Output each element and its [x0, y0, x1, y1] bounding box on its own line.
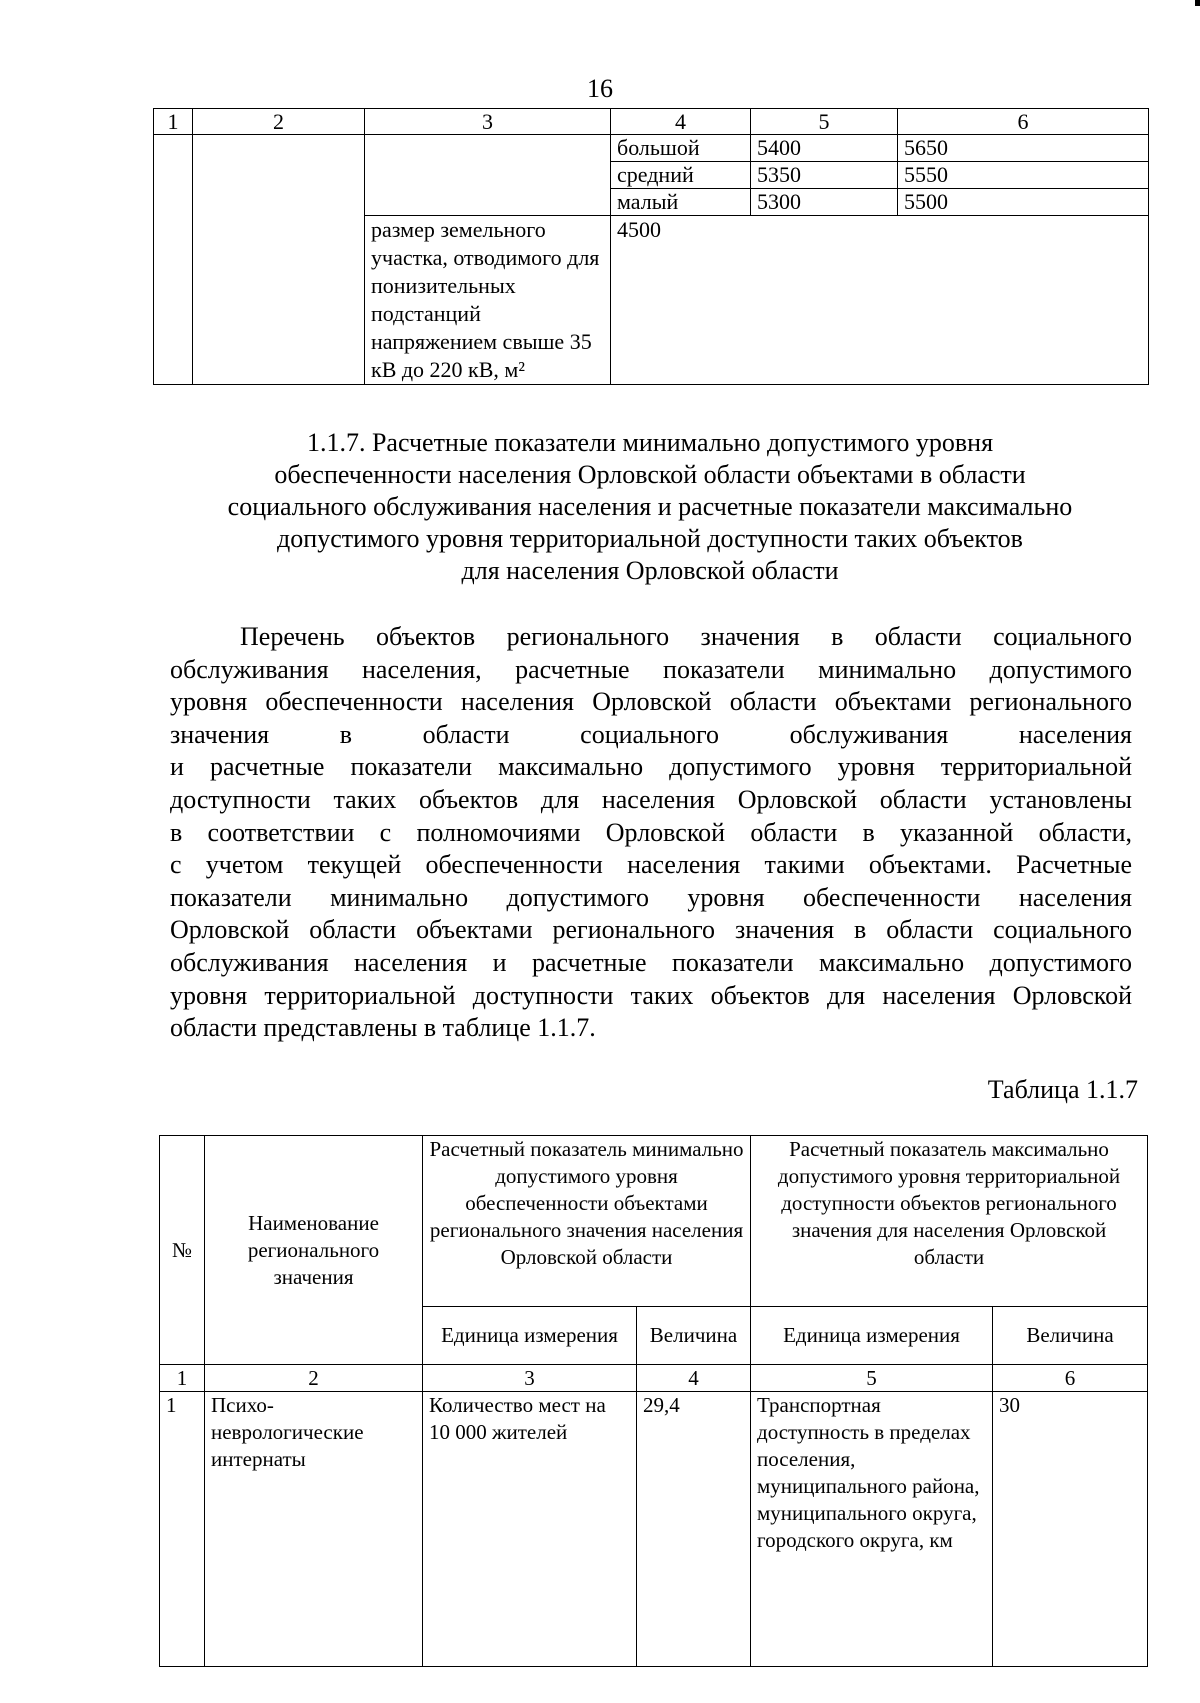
paragraph-line: уровня обеспеченности населения Орловской области объектами регионального — [170, 687, 1132, 717]
paragraph-line: обслуживания населения и расчетные показатели максимально допустимого — [170, 947, 1132, 977]
paragraph-line: и расчетные показатели максимально допустимого уровня территориальной — [170, 752, 1132, 782]
paragraph-line: обслуживания населения, расчетные показатели минимально допустимого — [170, 654, 1132, 684]
paragraph-line: с учетом текущей обеспеченности населения такими объектами. Расчетные — [170, 850, 1132, 880]
col-number: 6 — [993, 1365, 1148, 1392]
section-title — [150, 427, 1150, 587]
header-max-indicator: Расчетный показатель максимально допустимого уровня территориальной доступности объектов регионального значения для населения Орловской области — [751, 1136, 1148, 1307]
land-label-cell: размер земельного участка, отводимого для понизительных подстанций напряжением свыше 35 кВ до 220 кВ, м² — [365, 216, 611, 385]
table-caption: Таблица 1.1.7 — [987, 1075, 1138, 1104]
corner-mark — [1195, 0, 1200, 6]
paragraph-line: в соответствии с полномочиями Орловской области в указанной области, — [170, 817, 1132, 847]
row-number: 1 — [160, 1392, 205, 1667]
empty-cell — [365, 135, 611, 216]
value-cell: 5500 — [898, 189, 1149, 216]
col-header: 2 — [193, 109, 365, 135]
table-row — [154, 135, 1149, 162]
column-number-row — [160, 1365, 1148, 1392]
continued-table — [153, 108, 1149, 385]
header-name: Наименование регионального значения — [205, 1136, 423, 1365]
table-header-row — [160, 1136, 1148, 1307]
title-line: 1.1.7. Расчетные показатели минимально допустимого уровня — [306, 428, 994, 457]
row-name: Психо-неврологические интернаты — [205, 1392, 423, 1667]
paragraph-line: Перечень объектов регионального значения в области социального — [240, 622, 1132, 651]
row-max-unit: Транспортная доступность в пределах поселения, муниципального района, муниципального округа, городского округа, км — [751, 1392, 993, 1667]
land-value-cell: 4500 — [611, 216, 1149, 385]
paragraph-line: области представлены в таблице 1.1.7. — [170, 1013, 596, 1043]
col-number: 1 — [160, 1365, 205, 1392]
paragraph-line: доступности таких объектов для населения Орловской области установлены — [170, 784, 1132, 814]
page-number: 16 — [587, 74, 613, 103]
paragraph-line: показатели минимально допустимого уровня обеспеченности населения — [170, 882, 1132, 912]
value-cell: 5550 — [898, 162, 1149, 189]
col-number: 3 — [423, 1365, 637, 1392]
col-number: 5 — [751, 1365, 993, 1392]
header-no: № — [160, 1136, 205, 1365]
row-min-value: 29,4 — [637, 1392, 751, 1667]
body-paragraph — [170, 621, 1132, 1045]
header-value: Величина — [993, 1307, 1148, 1365]
title-line: социального обслуживания населения и расчетные показатели максимально — [227, 492, 1073, 521]
header-unit: Единица измерения — [423, 1307, 637, 1365]
empty-cell — [193, 135, 365, 385]
value-cell: 5650 — [898, 135, 1149, 162]
col-header: 6 — [898, 109, 1149, 135]
row-max-value: 30 — [993, 1392, 1148, 1667]
size-cell: малый — [611, 189, 751, 216]
paragraph-line: уровня территориальной доступности таких объектов для населения Орловской — [170, 980, 1132, 1010]
title-line: допустимого уровня территориальной доступности таких объектов — [277, 524, 1023, 553]
value-cell: 5400 — [751, 135, 898, 162]
col-header: 3 — [365, 109, 611, 135]
title-line: обеспеченности населения Орловской области объектами в области — [274, 460, 1026, 489]
header-value: Величина — [637, 1307, 751, 1365]
empty-cell — [154, 135, 193, 385]
value-cell: 5300 — [751, 189, 898, 216]
col-header: 5 — [751, 109, 898, 135]
size-cell: средний — [611, 162, 751, 189]
col-header: 4 — [611, 109, 751, 135]
title-line: для населения Орловской области — [461, 556, 839, 585]
col-header: 1 — [154, 109, 193, 135]
header-min-indicator: Расчетный показатель минимально допустимого уровня обеспеченности объектами регионального значения населения Орловской области — [423, 1136, 751, 1307]
value-cell: 5350 — [751, 162, 898, 189]
row-min-unit: Количество мест на 10 000 жителей — [423, 1392, 637, 1667]
header-unit: Единица измерения — [751, 1307, 993, 1365]
paragraph-line: Орловской области объектами регионального значения в области социального — [170, 915, 1132, 945]
main-table — [159, 1135, 1148, 1667]
col-number: 4 — [637, 1365, 751, 1392]
table-row — [160, 1392, 1148, 1667]
col-number: 2 — [205, 1365, 423, 1392]
table-header-row — [154, 109, 1149, 135]
size-cell: большой — [611, 135, 751, 162]
paragraph-line: значения в области социального обслуживания населения — [170, 719, 1132, 749]
